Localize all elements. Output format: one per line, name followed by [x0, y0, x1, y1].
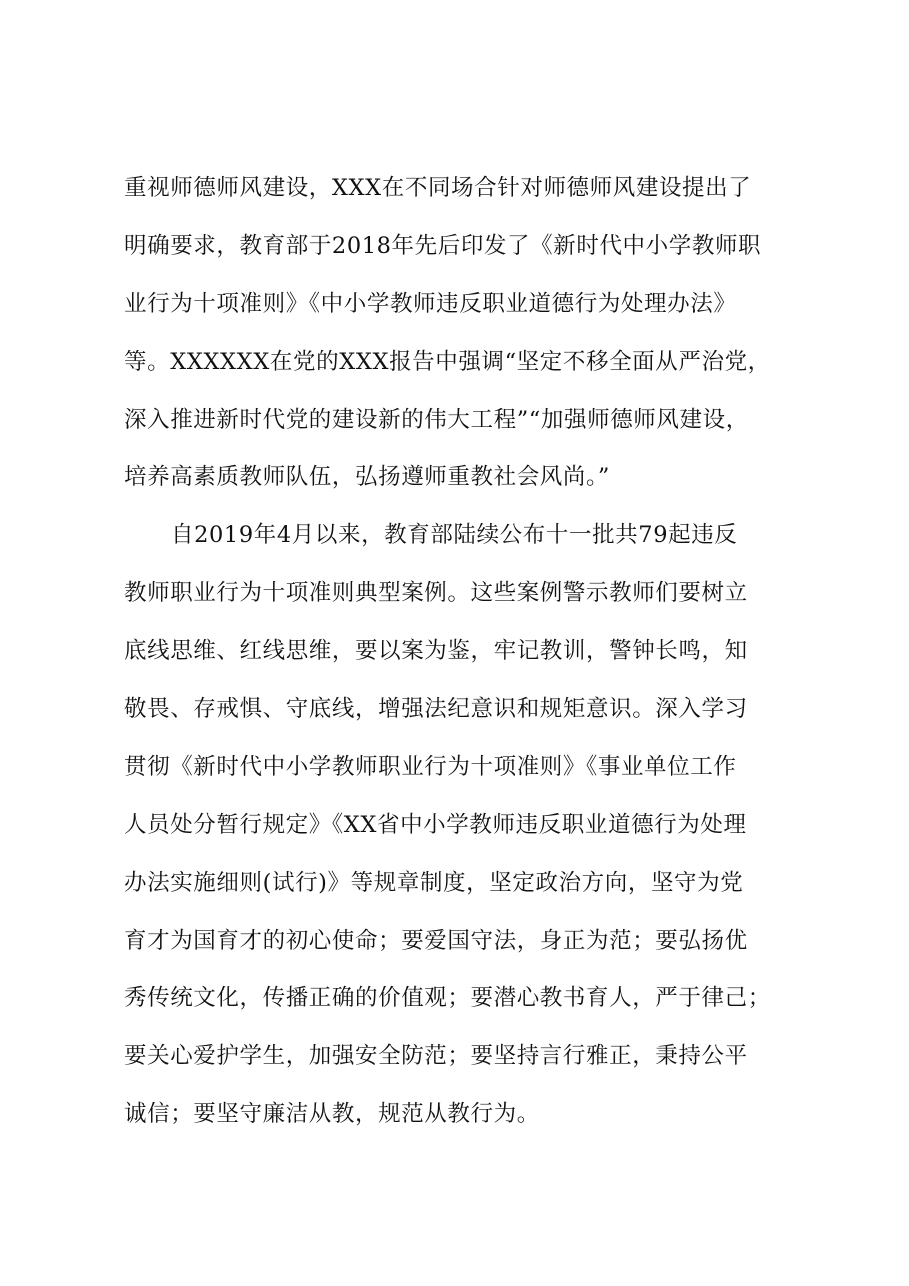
text-line: 自2019年4月以来，教育部陆续公布十一批共79起违反: [171, 522, 738, 549]
text-line: 贯彻《新时代中小学教师职业行为十项准则》《事业单位工作: [124, 753, 737, 780]
text-line: 敬畏、存戒惧、守底线，增强法纪意识和规矩意识。深入学习: [124, 696, 748, 723]
text-line: 人员处分暂行规定》《XX省中小学教师违反职业道德行为处理: [124, 811, 747, 838]
text-line: 要关心爱护学生，加强安全防范；要坚持言行雅正，秉持公平: [124, 1043, 748, 1070]
text-line: 培养高素质教师队伍，弘扬遵师重教社会风尚。”: [124, 464, 610, 491]
text-line: 育才为国育才的初心使命；要爱国守法，身正为范；要弘扬优: [124, 927, 748, 954]
text-line: 重视师德师风建设，XXX在不同场合针对师德师风建设提出了: [124, 175, 752, 201]
paragraph-1: [124, 160, 824, 507]
text-line: 教师职业行为十项准则典型案例。这些案例警示教师们要树立: [124, 580, 748, 607]
text-line: 深入推进新时代党的建设新的伟大工程”“加强师德师风建设，: [124, 406, 749, 433]
text-line: 办法实施细则(试行)》等规章制度，坚定政治方向，坚守为党: [124, 869, 744, 896]
text-line: 明确要求，教育部于2018年先后印发了《新时代中小学教师职: [124, 232, 762, 259]
text-line: 底线思维、红线思维，要以案为鉴，牢记教训，警钟长鸣，知: [124, 638, 748, 665]
text-line: 业行为十项准则》《中小学教师违反职业道德行为处理办法》: [124, 290, 737, 317]
text-line: 诚信；要坚守廉洁从教，规范从教行为。: [124, 1101, 540, 1128]
text-line: 等。XXXXXX在党的XXX报告中强调“坚定不移全面从严治党，: [124, 348, 771, 375]
paragraph-2: [124, 507, 824, 1144]
body-text: [124, 160, 824, 1144]
text-line: 秀传统文化，传播正确的价值观；要潜心教书育人，严于律己；: [124, 985, 771, 1012]
